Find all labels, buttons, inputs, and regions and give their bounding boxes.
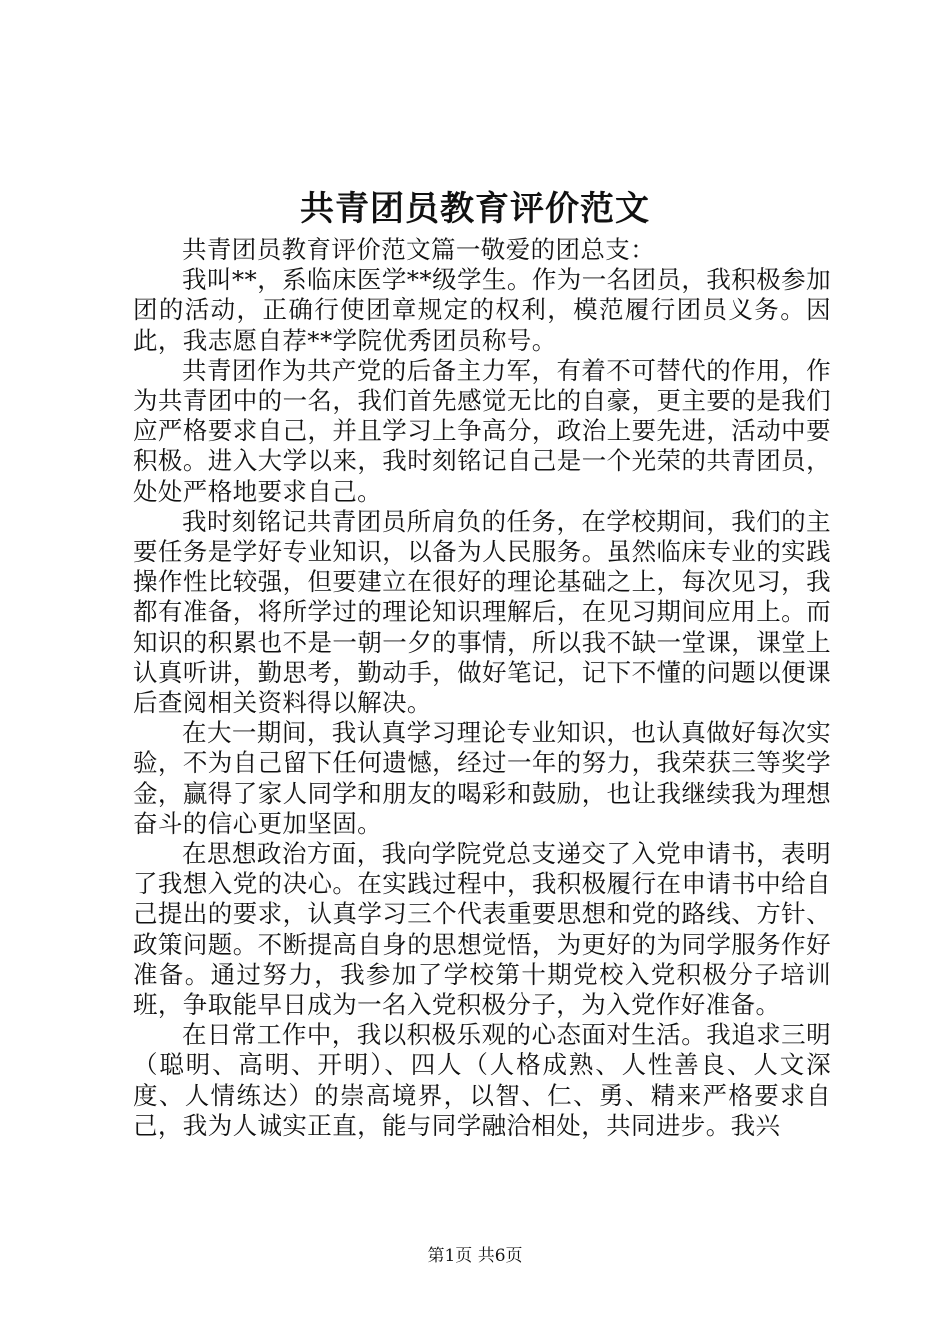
paragraph-politics: 在思想政治方面，我向学院党总支递交了入党申请书，表明了我想入党的决心。在实践过程中，我积极履行在申请书中给自己提出的要求，认真学习三个代表重要思想和党的路线、方针、政策问题。不断提高自身的思想觉悟，为更好的为同学服务作好准备。通过努力，我参加了学校第十期党校入党积极分子培训班，争取能早日成为一名入党积极分子，为入党作好准备。	[133, 839, 831, 1020]
paragraph-league-role: 共青团作为共产党的后备主力军，有着不可替代的作用，作为共青团中的一名，我们首先感觉无比的自豪，更主要的是我们应严格要求自己，并且学习上争高分，政治上要先进，活动中要积极。进入大学以来，我时刻铭记自己是一个光荣的共青团员，处处严格地要求自己。	[133, 355, 831, 506]
page-footer: 第1页 共6页	[427, 1246, 523, 1266]
document-body	[133, 235, 831, 1141]
paragraph-first-year: 在大一期间，我认真学习理论专业知识，也认真做好每次实验，不为自己留下任何遗憾，经过一年的努力，我荣获三等奖学金，赢得了家人同学和朋友的喝彩和鼓励，也让我继续我为理想奋斗的信心更加坚固。	[133, 718, 831, 838]
paragraph-study: 我时刻铭记共青团员所肩负的任务，在学校期间，我们的主要任务是学好专业知识，以备为人民服务。虽然临床专业的实践操作性比较强，但要建立在很好的理论基础之上，每次见习，我都有准备，将所学过的理论知识理解后，在见习期间应用上。而知识的积累也不是一朝一夕的事情，所以我不缺一堂课，课堂上认真听讲，勤思考，勤动手，做好笔记，记下不懂的问题以便课后查阅相关资料得以解决。	[133, 506, 831, 718]
document-title: 共青团员教育评价范文	[300, 189, 650, 229]
paragraph-daily-work: 在日常工作中，我以积极乐观的心态面对生活。我追求三明（聪明、高明、开明）、四人（人格成熟、人性善良、人文深度、人情练达）的崇高境界，以智、仁、勇、精来严格要求自己，我为人诚实正直，能与同学融洽相处，共同进步。我兴	[133, 1020, 831, 1140]
paragraph-greeting: 共青团员教育评价范文篇一敬爱的团总支：	[182, 235, 656, 264]
paragraph-intro: 我叫**，系临床医学**级学生。作为一名团员，我积极参加团的活动，正确行使团章规定的权利，模范履行团员义务。因此，我志愿自荐**学院优秀团员称号。	[133, 265, 831, 355]
